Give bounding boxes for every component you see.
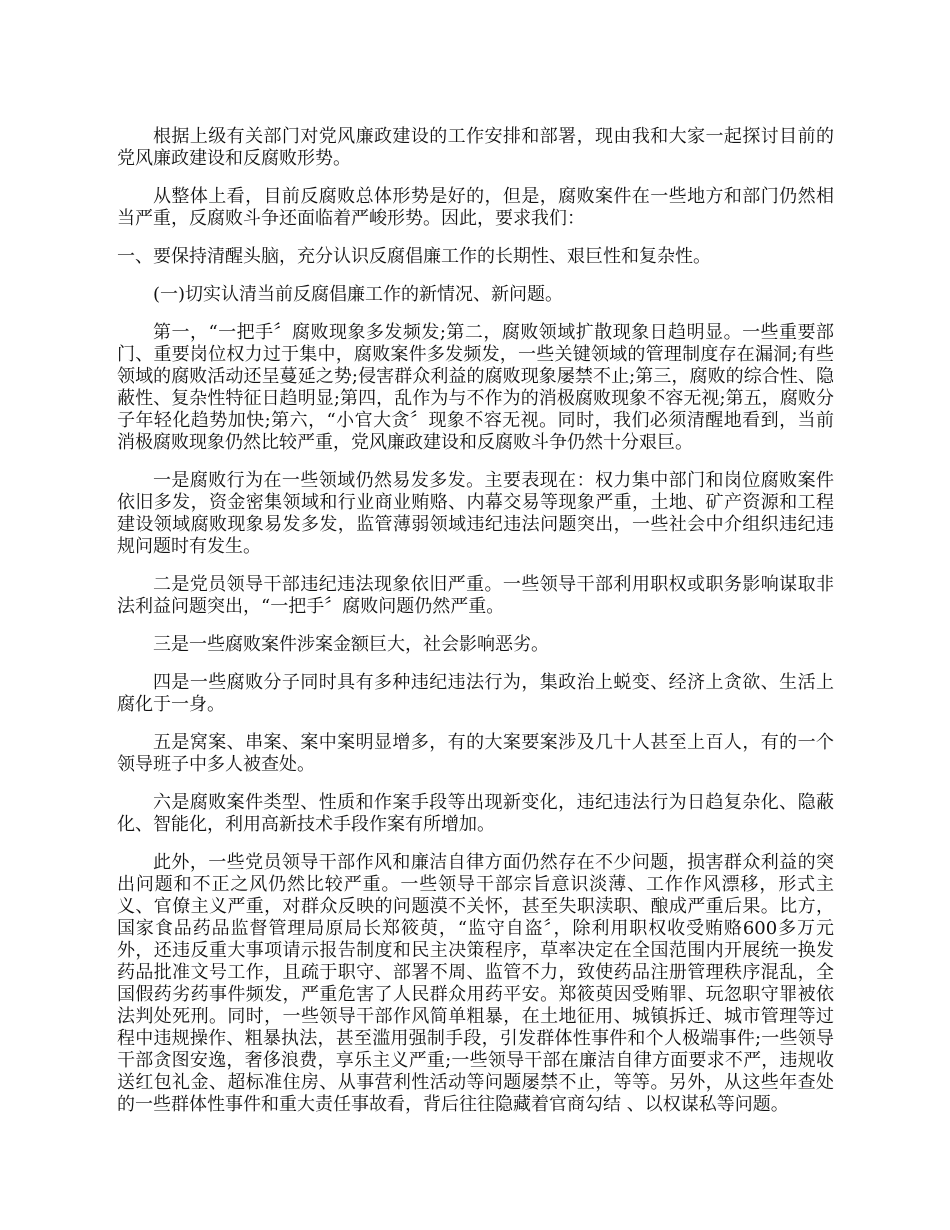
paragraph-point-6: 六是腐败案件类型、性质和作案手段等出现新变化，违纪违法行为日趋复杂化、隐蔽化、智能化，利用高新技术手段作案有所增加。 xyxy=(117,792,834,835)
paragraph-point-1: 一是腐败行为在一些领域仍然易发多发。主要表现在：权力集中部门和岗位腐败案件依旧多发，资金密集领域和行业商业贿赂、内幕交易等现象严重，土地、矿产资源和工程建设领域腐败现象易发多发，监管薄弱领域违纪违法问题突出，一些社会中介组织违纪违规问题时有发生。 xyxy=(117,470,834,557)
paragraph-point-2: 二是党员领导干部违纪违法现象依旧严重。一些领导干部利用职权或职务影响谋取非法利益问题突出，“一把手〞腐败问题仍然严重。 xyxy=(117,574,834,617)
paragraph-overall-situation: 从整体上看，目前反腐败总体形势是好的，但是，腐败案件在一些地方和部门仍然相当严重，反腐败斗争还面临着严峻形势。因此，要求我们： xyxy=(117,186,834,229)
paragraph-new-problems: 第一，“一把手〞腐败现象多发频发;第二，腐败领域扩散现象日趋明显。一些重要部门、重要岗位权力过于集中，腐败案件多发频发，一些关键领域的管理制度存在漏洞;有些领域的腐败活动还呈蔓延之势;侵害群众利益的腐败现象屡禁不止;第三，腐败的综合性、隐蔽性、复杂性特征日趋明显;第四，乱作为与不作为的消极腐败现象不容无视;第五，腐败分子年轻化趋势加快;第六，“小官大贪〞现象不容无视。同时，我们必须清醒地看到，当前消极腐败现象仍然比较严重，党风廉政建设和反腐败斗争仍然十分艰巨。 xyxy=(117,322,834,453)
section-heading-1: 一、要保持清醒头脑，充分认识反腐倡廉工作的长期性、艰巨性和复杂性。 xyxy=(117,246,711,267)
paragraph-point-4: 四是一些腐败分子同时具有多种违纪违法行为，集政治上蜕变、经济上贪欲、生活上腐化于一身。 xyxy=(117,672,834,715)
paragraph-additional-issues: 此外，一些党员领导干部作风和廉洁自律方面仍然存在不少问题，损害群众利益的突出问题和不正之风仍然比较严重。一些领导干部宗旨意识淡薄、工作作风漂移，形式主义、官僚主义严重，对群众反映的问题漠不关怀，甚至失职渎职、酿成严重后果。比方，国家食品药品监督管理局原局长郑筱萸，“监守自盗〞，除利用职权收受贿赂600多万元外，还违反重大事项请示报告制度和民主决策程序，草率决定在全国范围内开展统一换发药品批准文号工作，且疏于职守、部署不周、监管不力，致使药品注册管理秩序混乱，全国假药劣药事件频发，严重危害了人民群众用药平安。郑筱萸因受贿罪、玩忽职守罪被依法判处死刑。同时，一些领导干部作风简单粗暴，在土地征用、城镇拆迁、城市管理等过程中违规操作、粗暴执法，甚至滥用强制手段，引发群体性事件和个人极端事件;一些领导干部贪图安逸，奢侈浪费，享乐主义严重;一些领导干部在廉洁自律方面要求不严，违规收送红包礼金、超标准住房、从事营利性活动等问题屡禁不止，等等。另外，从这些年查处的一些群体性事件和重大责任事故看，背后往往隐藏着官商勾结 、以权谋私等问题。 xyxy=(117,852,834,1115)
paragraph-point-3: 三是一些腐败案件涉案金额巨大，社会影响恶劣。 xyxy=(153,634,549,655)
subsection-heading-1: (一)切实认清当前反腐倡廉工作的新情况、新问题。 xyxy=(153,284,564,305)
paragraph-point-5: 五是窝案、串案、案中案明显增多，有的大案要案涉及几十人甚至上百人，有的一个领导班子中多人被查处。 xyxy=(117,732,834,775)
paragraph-intro: 根据上级有关部门对党风廉政建设的工作安排和部署，现由我和大家一起探讨目前的党风廉政建设和反腐败形势。 xyxy=(117,126,834,169)
